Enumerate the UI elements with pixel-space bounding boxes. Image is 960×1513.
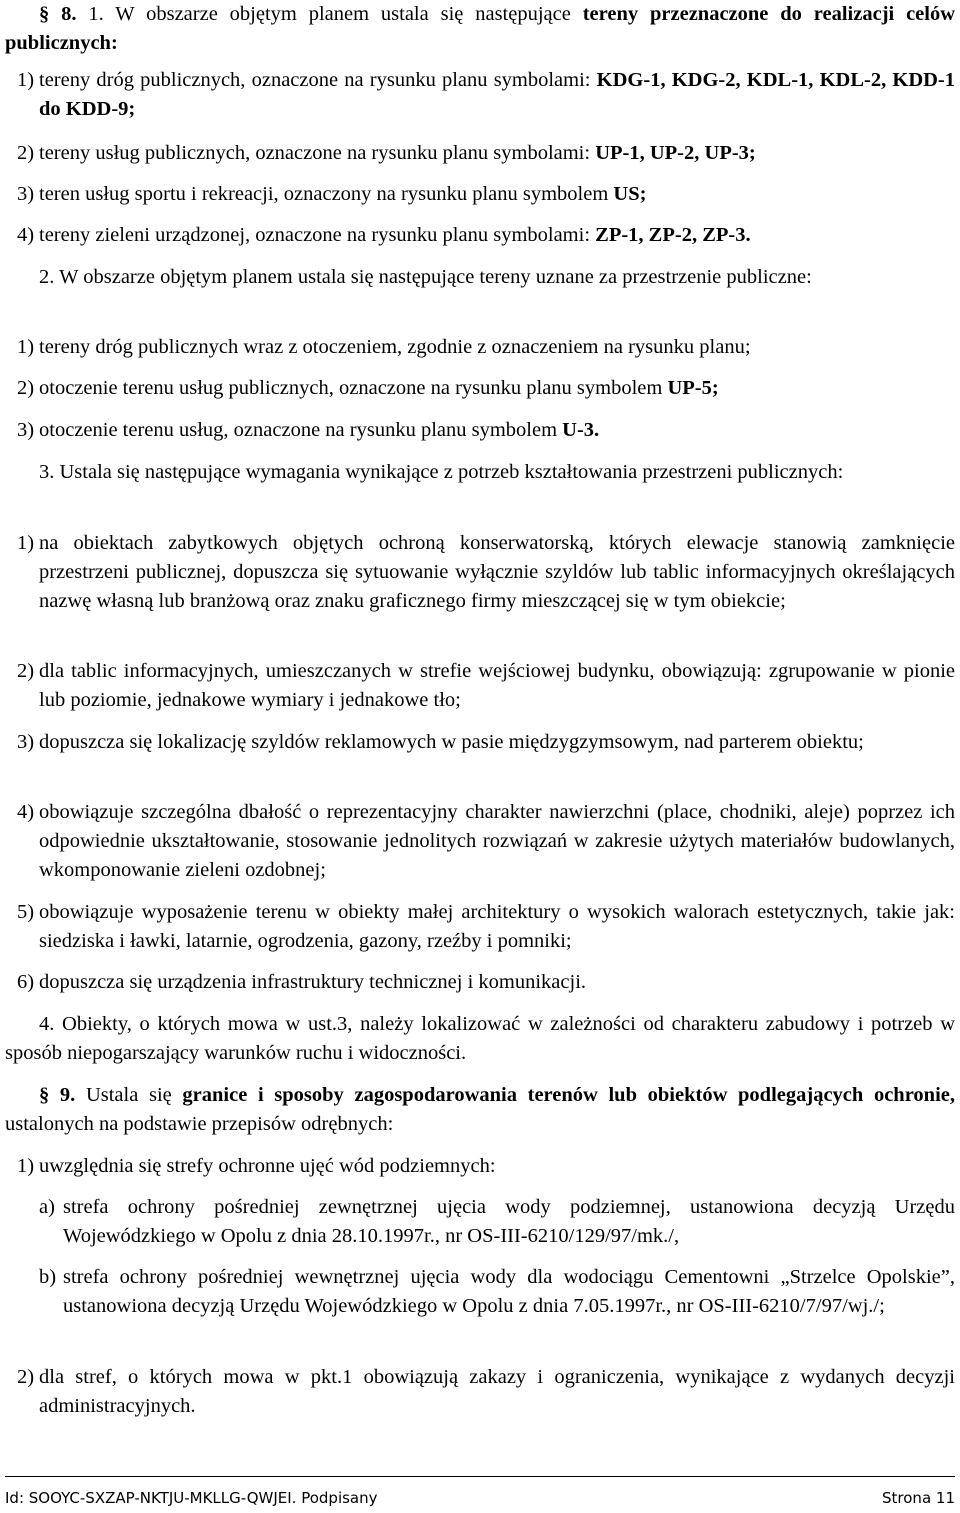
item-bold: UP-1, UP-2, UP-3; [595,142,756,164]
list-9-1 [5,1152,955,1181]
list-item [5,1152,955,1181]
item-number: 1) [17,532,35,554]
subitem-text: strefa ochrony pośredniej wewnętrznej ujęcia wody dla wodociągu Cementowni „Strzelce Opolskie”, ustanowiona decyzją Urzędu Wojewódzkiego w Opolu z dnia 7.05.1997r., nr OS-III-6210/7/97/wj./; [63,1266,955,1317]
section-8-paragraph-1 [5,0,955,58]
item-text: dla tablic informacyjnych, umieszczanych w strefie wejściowej budynku, obowiązują: zgrupowanie w pionie lub poziomie, jednakowe wymiary i jednakowe tło; [39,660,955,711]
paragraph-text: W obszarze objętym planem ustala się następujące tereny uznane za przestrzenie publiczne: [59,266,812,288]
item-text: tereny dróg publicznych wraz z otoczeniem, zgodnie z oznaczeniem na rysunku planu; [39,336,751,358]
section-8-paragraph-3 [5,458,955,487]
paragraph-number: 2. [39,266,55,288]
item-number: 2) [17,377,35,399]
list-9-1-b [5,1263,955,1321]
item-number: 3) [17,419,35,441]
item-text: dopuszcza się urządzenia infrastruktury technicznej i komunikacji. [39,971,587,993]
list-8-3-6 [5,968,955,997]
list-9-2 [5,1363,955,1421]
list-item [5,139,955,168]
paragraph-number: 1. [88,3,104,25]
paragraph-8-4 [5,1010,955,1068]
item-bold: ZP-1, ZP-2, ZP-3. [595,224,751,246]
page-number: Strona 11 [882,1489,955,1507]
item-text: otoczenie terenu usług, oznaczone na rysunku planu symbolem [39,419,558,441]
footer-divider [5,1476,955,1477]
section-8-paragraph-2 [5,263,955,292]
list-8-2-3 [5,416,955,445]
list-8-3 [5,180,955,209]
subitem-text: strefa ochrony pośredniej zewnętrznej ujęcia wody podziemnej, ustanowiona decyzją Urzędu Wojewódzkiego w Opolu z dnia 28.10.1997r., nr OS-III-6210/129/97/mk./, [63,1196,955,1247]
list-item [5,728,955,757]
list-item [5,798,955,885]
paragraph-bold: tereny przeznaczone do realizacji celów publicznych: [5,3,956,54]
item-text: uwzględnia się strefy ochronne ujęć wód podziemnych: [39,1155,496,1177]
item-bold: KDG-1, KDG-2, KDL-1, KDL-2, KDD-1 do KDD-9; [39,69,955,120]
item-number: 2) [17,142,35,164]
section-9 [5,1081,955,1139]
paragraph-text-after: ustalonych na podstawie przepisów odrębnych: [5,1113,394,1135]
list-8-4 [5,221,955,250]
list-8-3-1 [5,529,955,616]
list-item [5,657,955,715]
item-text: tereny zieleni urządzonej, oznaczone na rysunku planu symbolami: [39,224,591,246]
item-number: 1) [17,69,35,91]
item-number: 4) [17,224,35,246]
subitem-letter: b) [39,1266,57,1288]
item-text: tereny dróg publicznych, oznaczone na rysunku planu symbolami: [39,69,591,91]
item-text: obowiązuje szczególna dbałość o reprezentacyjny charakter nawierzchni (place, chodniki, aleje) poprzez ich odpowiednie ukształtowanie, stosowanie jednolitych rozwiązań w zakresie użytych materiałów budowlanych, wkomponowanie zieleni ozdobnej; [39,801,955,881]
list-item [5,180,955,209]
item-number: 2) [17,660,35,682]
list-8-2 [5,139,955,168]
item-number: 3) [17,183,35,205]
list-9-1-a [5,1193,955,1251]
list-8-3-2 [5,657,955,715]
document-id: Id: SOOYC-SXZAP-NKTJU-MKLLG-QWJEI. Podpisany [5,1489,378,1507]
paragraph-number: 4. [39,1013,55,1035]
item-text: otoczenie terenu usług publicznych, oznaczone na rysunku planu symbolem [39,377,663,399]
sub-item [5,1193,955,1251]
list-item [5,374,955,403]
item-text: na obiektach zabytkowych objętych ochroną konserwatorską, których elewacje stanowią zamknięcie przestrzeni publicznej, dopuszcza się sytuowanie wyłącznie szyldów lub tablic informacyjnych określających nazwę własną lub branżową oraz znaku graficznego firmy mieszczącej się w tym obiekcie; [39,532,955,612]
item-text: tereny usług publicznych, oznaczone na rysunku planu symbolami: [39,142,591,164]
subitem-letter: a) [39,1196,55,1218]
list-item [5,529,955,616]
paragraph-text: Obiekty, o których mowa w ust.3, należy lokalizować w zależności od charakteru zabudowy i potrzeb w sposób niepogarszający warunków ruchu i widoczności. [5,1013,956,1064]
paragraph-number: 3. [39,461,55,483]
paragraph-8-2 [5,263,955,292]
list-item [5,416,955,445]
item-number: 3) [17,731,35,753]
item-text: dla stref, o których mowa w pkt.1 obowiązują zakazy i ograniczenia, wynikające z wydanych decyzji administracyjnych. [39,1366,955,1417]
list-item [5,968,955,997]
paragraph-text: W obszarze objętym planem ustala się następujące [115,3,571,25]
item-bold: UP-5; [667,377,719,399]
item-number: 1) [17,336,35,358]
section-9-heading: § 9. [39,1084,76,1106]
list-8-3-3 [5,728,955,757]
list-item [5,898,955,956]
item-text: obowiązuje wyposażenie terenu w obiekty małej architektury o wysokich walorach estetycznych, takie jak: siedziska i ławki, latarnie, ogrodzenia, gazony, rzeźby i pomniki; [39,901,955,952]
list-8-1 [5,66,955,124]
item-number: 2) [17,1366,35,1388]
list-8-3-5 [5,898,955,956]
section-8-paragraph-4 [5,1010,955,1068]
item-text: dopuszcza się lokalizację szyldów reklamowych w pasie międzygzymsowym, nad parterem obiektu; [39,731,864,753]
item-bold: US; [613,183,647,205]
paragraph-bold: granice i sposoby zagospodarowania terenów lub obiektów podlegających ochronie, [182,1084,955,1106]
item-text: teren usług sportu i rekreacji, oznaczony na rysunku planu symbolem [39,183,609,205]
list-8-3-4 [5,798,955,885]
list-8-2-2 [5,374,955,403]
sub-item [5,1263,955,1321]
list-item [5,66,955,124]
paragraph-8-3 [5,458,955,487]
section-8-heading: § 8. [39,3,77,25]
item-number: 4) [17,801,35,823]
paragraph-text: Ustala się następujące wymagania wynikające z potrzeb kształtowania przestrzeni publicznych: [59,461,844,483]
item-number: 6) [17,971,35,993]
item-number: 5) [17,901,35,923]
list-8-2-1 [5,333,955,362]
item-number: 1) [17,1155,35,1177]
paragraph-9 [5,1081,955,1139]
paragraph-text: Ustala się [85,1084,172,1106]
list-item [5,221,955,250]
list-item [5,1363,955,1421]
item-bold: U-3. [562,419,600,441]
list-item [5,333,955,362]
paragraph-8-1 [5,0,955,58]
